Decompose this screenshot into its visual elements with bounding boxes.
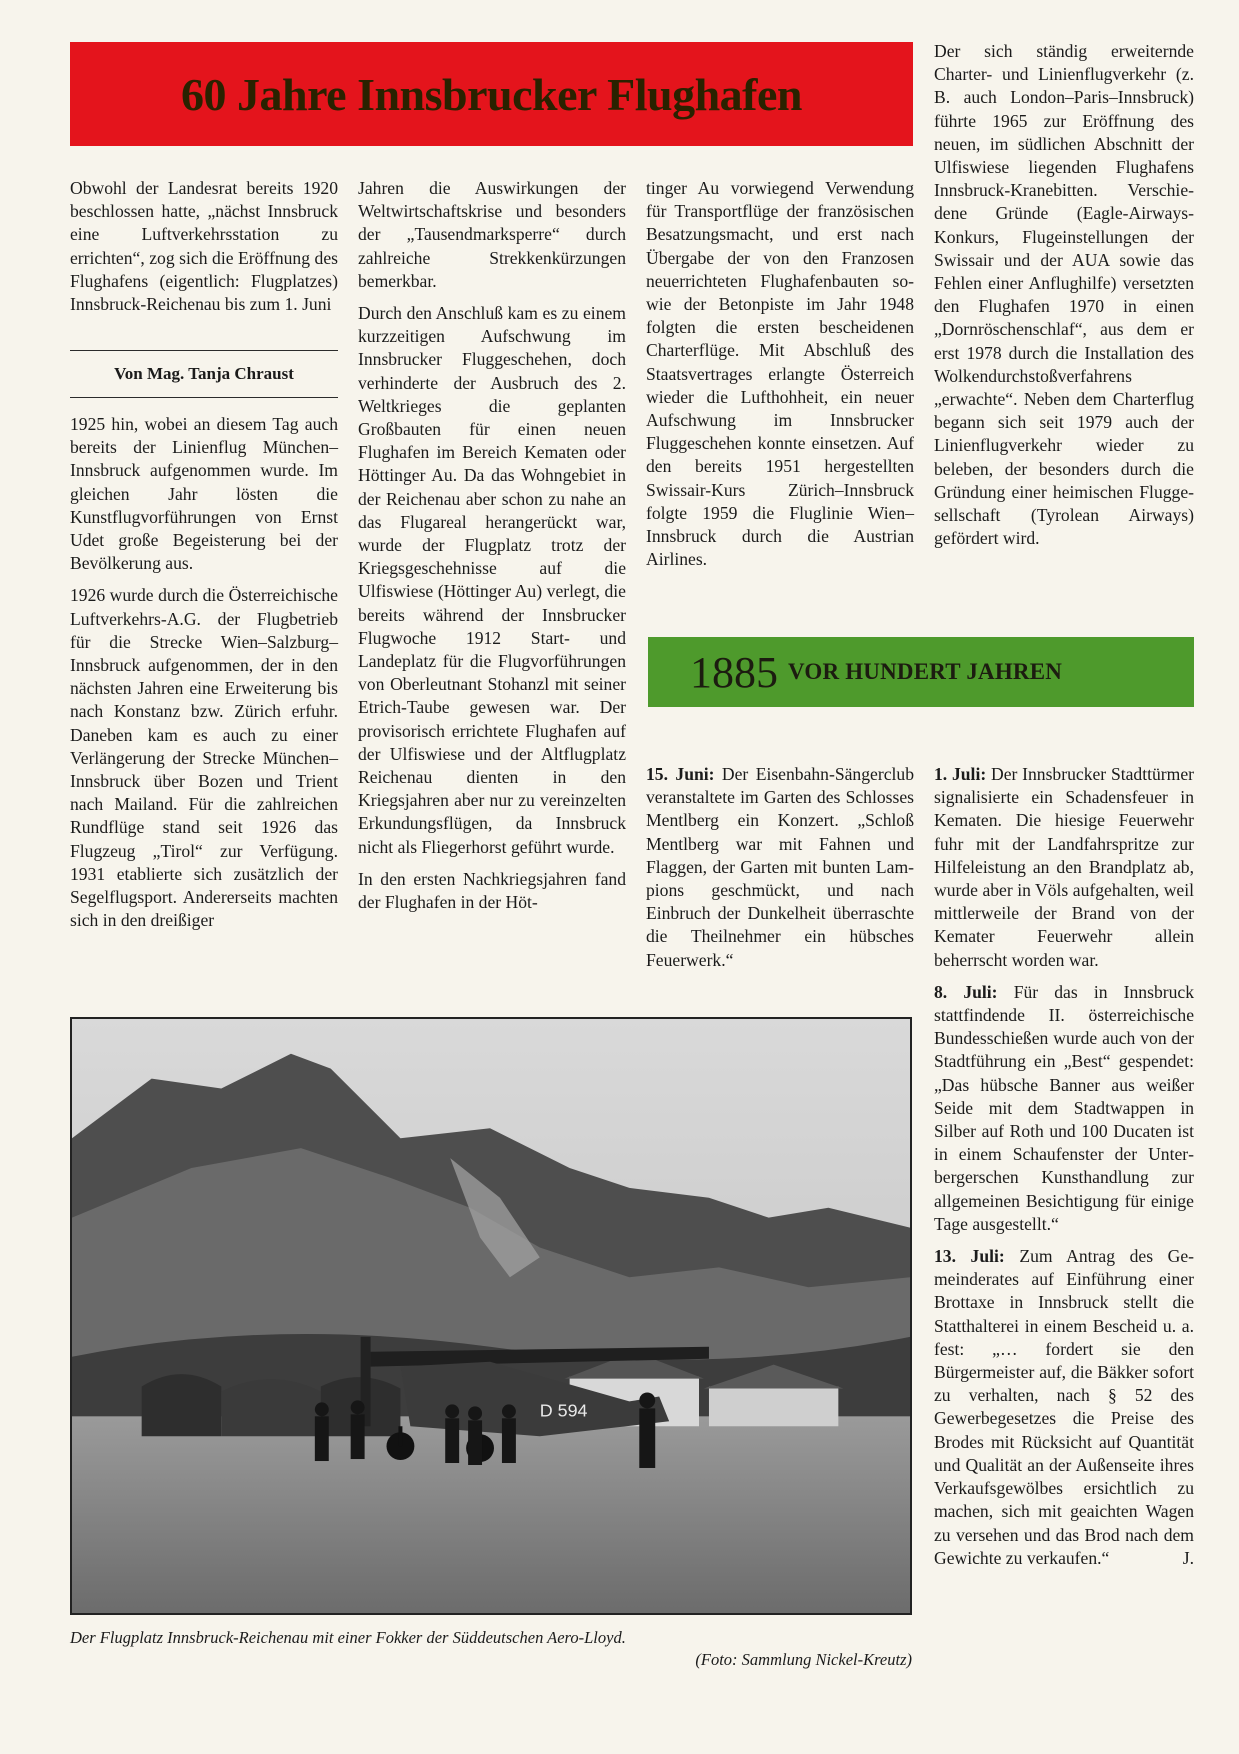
article-column-3 [646,177,914,571]
article-paragraph: Durch den Anschluß kam es zu einem kurzzeitigen Aufschwung im Innsbrucker Fluggeschehen, doch verhinderte der Ausbruch des 2. Weltkrieges die geplanten Großbauten für einen neuen Flughafen im Bereich Kematen oder Höttinger Au. Da das Wohngebiet in der Reichenau aber schon zu nahe an das Flugareal herangerückt war, wurde der Flugplatz trotz der Kriegsgeschehnisse auf die Ulfiswiese (Höttinger Au) verlegt, die bereits während der Innsbrucker Flugwoche 1912 Start- und Landeplatz für die Flugvorführungen von Oberleutnant Stohanzl mit seiner Etrich-Taube gewesen war. Der provisorisch errichtete Flughafen auf der Ulfiswiese und der Altflugplatz Reichenau dienten in den Kriegsjahren aber nur zu vereinzelten Erkundungsflügen, da Innsbruck nicht als Fliegerhorst geführt wurde. [358,303,626,857]
person-figure [315,1416,329,1461]
chronicle-text: Für das in Innsbruck stattfindende II. österreichische Bundesschießen wurde auch von der Stadtführung ein „Best“ gespendet: „Das hübsche Banner aus weißer Seide mit dem Stadtwappen in Silber auf Roth und 100 Ducaten ist in einem Schaufenster der Unterbergerschen Kunsthandlung zur allgemeinen Besichtigung für einige Tage ausgestellt.“ [934,981,1195,1234]
person-head [315,1402,329,1416]
photo-hangar [221,1379,321,1436]
airfield-photo-illustration [72,1019,910,1613]
person-figure [502,1418,516,1463]
photo-credit: (Foto: Sammlung Nickel-Kreutz) [695,1650,912,1669]
chronicle-column-b [934,763,1194,1570]
person-figure [445,1418,459,1463]
person-head [502,1404,516,1418]
person-head [468,1406,482,1420]
section-year: 1885 [690,647,778,697]
person-figure [351,1414,365,1459]
person-head [351,1400,365,1414]
article-paragraph: tinger Au vorwiegend Verwendung für Transportflüge der französischen Besatzungsmacht, und erst nach Übergabe der von den Franzosen neuerrichteten Flughafenbauten sowie der Betonpiste im Jahr 1948 folgten die ersten bescheidenen Charterflüge. Mit Abschluß des Staatsvertrages erlangte Österreich wieder die Lufthohheit, ein neuer Aufschwung im Innsbrucker Fluggeschehen konnte einsetzen. Auf den bereits 1951 hergestellten Swissair-Kurs Zürich–Innsbruck folgte 1959 die Fluglinie Wien–Innsbruck durch die Austrian Airlines. [646,178,914,570]
author-initial: J. [1182,1547,1194,1568]
chronicle-entry [646,763,914,972]
article-paragraph: Der sich ständig erweiternde Charter- und Linienflugverkehr (z. B. auch London–Paris–Innsbruck) führte 1965 zur Eröffnung des neuen, im südlichen Abschnitt der Ulfiswiese liegenden Flughafens Innsbruck-Kranebitten. Verschiedene Gründe (Eagle-Airways-Konkurs, Flugeinstellungen der Swissair und der AUA sowie das Fehlen einer Anflughilfe) versetzten den Flughafen 1970 in einen „Dornröschenschlaf“, aus dem er erst 1978 durch die Installation des Wolkendurchstoßverfahrens „erwachte“. Neben dem Charterflug begann sich seit 1979 auch der Linienflugverkehr wieder zu beleben, der besonders durch die Gründung einer heimischen Fluggesellschaft (Tyrolean Airways) gefördert wird. [934,41,1194,549]
chronicle-date: 8. Juli: [934,981,998,1002]
person-figure [639,1408,655,1468]
chronicle-column-a [646,763,914,972]
chronicle-entry [934,763,1194,972]
chronicle-text: Zum Antrag des Gemeinderates auf Einführung einer Brottaxe in Innsbruck stellt die Statthalterei in einem Bescheid u. a. fest: „… fordert sie den Bürgermeister auf, die Bäkker sofort zu verhalten, nach § 52 des Gewerbegesetzes die Preise des Brodes mit Rücksicht auf Quantität und Qualität an der Außenseite ihres Verkaufsgewölbes ersichtlich zu machen, sich mit geaichten Wagen zu versehen und das Brod nach dem Gewichte zu verkaufen.“ [934,1246,1195,1568]
article-title: 60 Jahre Innsbrucker Flughafen [180,68,802,120]
chronicle-date: 15. Juni: [646,764,715,784]
chronicle-date: 1. Juli: [934,764,987,784]
article-column-4 [934,40,1194,550]
article-paragraph: In den ersten Nachkriegsjahren fand der Flughafen in der Höt- [358,868,626,913]
person-head [445,1404,459,1418]
photo-hangar [142,1374,222,1436]
aircraft-registration: D 594 [539,1400,588,1421]
article-paragraph: Jahren die Auswirkungen der Weltwirtschaftskrise und besonders der „Tausendmarksperre“ durch zahlreiche Strekkenkürzungen bemerkbar. [358,178,626,291]
historic-airfield-photo [70,1017,912,1615]
article-column-2 [358,177,626,914]
article-column-1 [70,177,338,316]
chronicle-entry [934,1245,1194,1570]
section-banner-vor-hundert-jahren [648,637,1194,707]
author-byline: Von Mag. Tanja Chraust [70,350,338,398]
article-paragraph: Obwohl der Landesrat bereits 1920 beschlossen hatte, „nächst Innsbruck eine Luftverkehrsstation zu errichten“, zog sich die Eröffnung des Flughafens (eigentlich: Flugplatzes) Innsbruck-Reichenau bis zum 1. Juni [70,178,338,315]
caption-text: Der Flugplatz Innsbruck-Reichenau mit einer Fokker der Süddeutschen Aero-Lloyd. [70,1628,626,1647]
aircraft-propeller [361,1337,371,1426]
article-column-1-continued [70,413,338,932]
chronicle-date: 13. Juli: [934,1246,1005,1267]
chronicle-text: Der Innsbrucker Stadttürmer signalisierte ein Schadensfeuer in Kematen. Die hiesige Feuerwehr fuhr mit der Landfahrspritze zur Hilfeleistung an den Brandplatz ab, wurde aber in Völs aufgehalten, weil mittlerweile der Brand von der Kemater Feuerwehr allein beherrscht worden war. [934,764,1195,970]
article-paragraph: 1925 hin, wobei an diesem Tag auch bereits der Linienflug München–Innsbruck aufgenommen wurde. Im gleichen Jahr lösten die Kunstflugvorführungen von Ernst Udet große Begeisterung bei der Bevölkerung aus. [70,414,338,574]
chronicle-entry [934,981,1194,1236]
article-paragraph: 1926 wurde durch die Österreichische Luftverkehrs-A.G. der Flugbetrieb für die Strecke Wien–Salzburg–Innsbruck aufgenommen, der in den nächsten Jahren eine Erweiterung bis nach Konstanz bzw. Zürich erfuhr. Daneben kam es auch zu einer Verlängerung der Strecke München–Innsbruck über Bozen und Trient nach Mailand. Für die zahlreichen Rundflüge stand seit 1926 das Flugzeug „Tirol“ zur Verfügung. 1931 etablierte sich zusätzlich der Segelflugsport. Andererseits machten sich in den dreißiger [70,585,338,931]
headline-banner [70,42,913,146]
chronicle-text: Der Eisenbahn-Sängerclub veranstaltete im Garten des Schlosses Mentlberg ein Konzert. „Schloß Mentlberg war mit Fahnen und Flaggen, der Garten mit bunten Lampions geschmückt, und nach Einbruch der Dunkelheit überraschte die Theilnehmer ein hübsches Feuerwerk.“ [646,764,914,970]
section-title: VOR HUNDERT JAHREN [788,659,1063,684]
person-figure [468,1420,482,1465]
photo-caption [70,1627,912,1671]
photo-farmhouse [709,1387,838,1427]
person-head [639,1392,655,1408]
